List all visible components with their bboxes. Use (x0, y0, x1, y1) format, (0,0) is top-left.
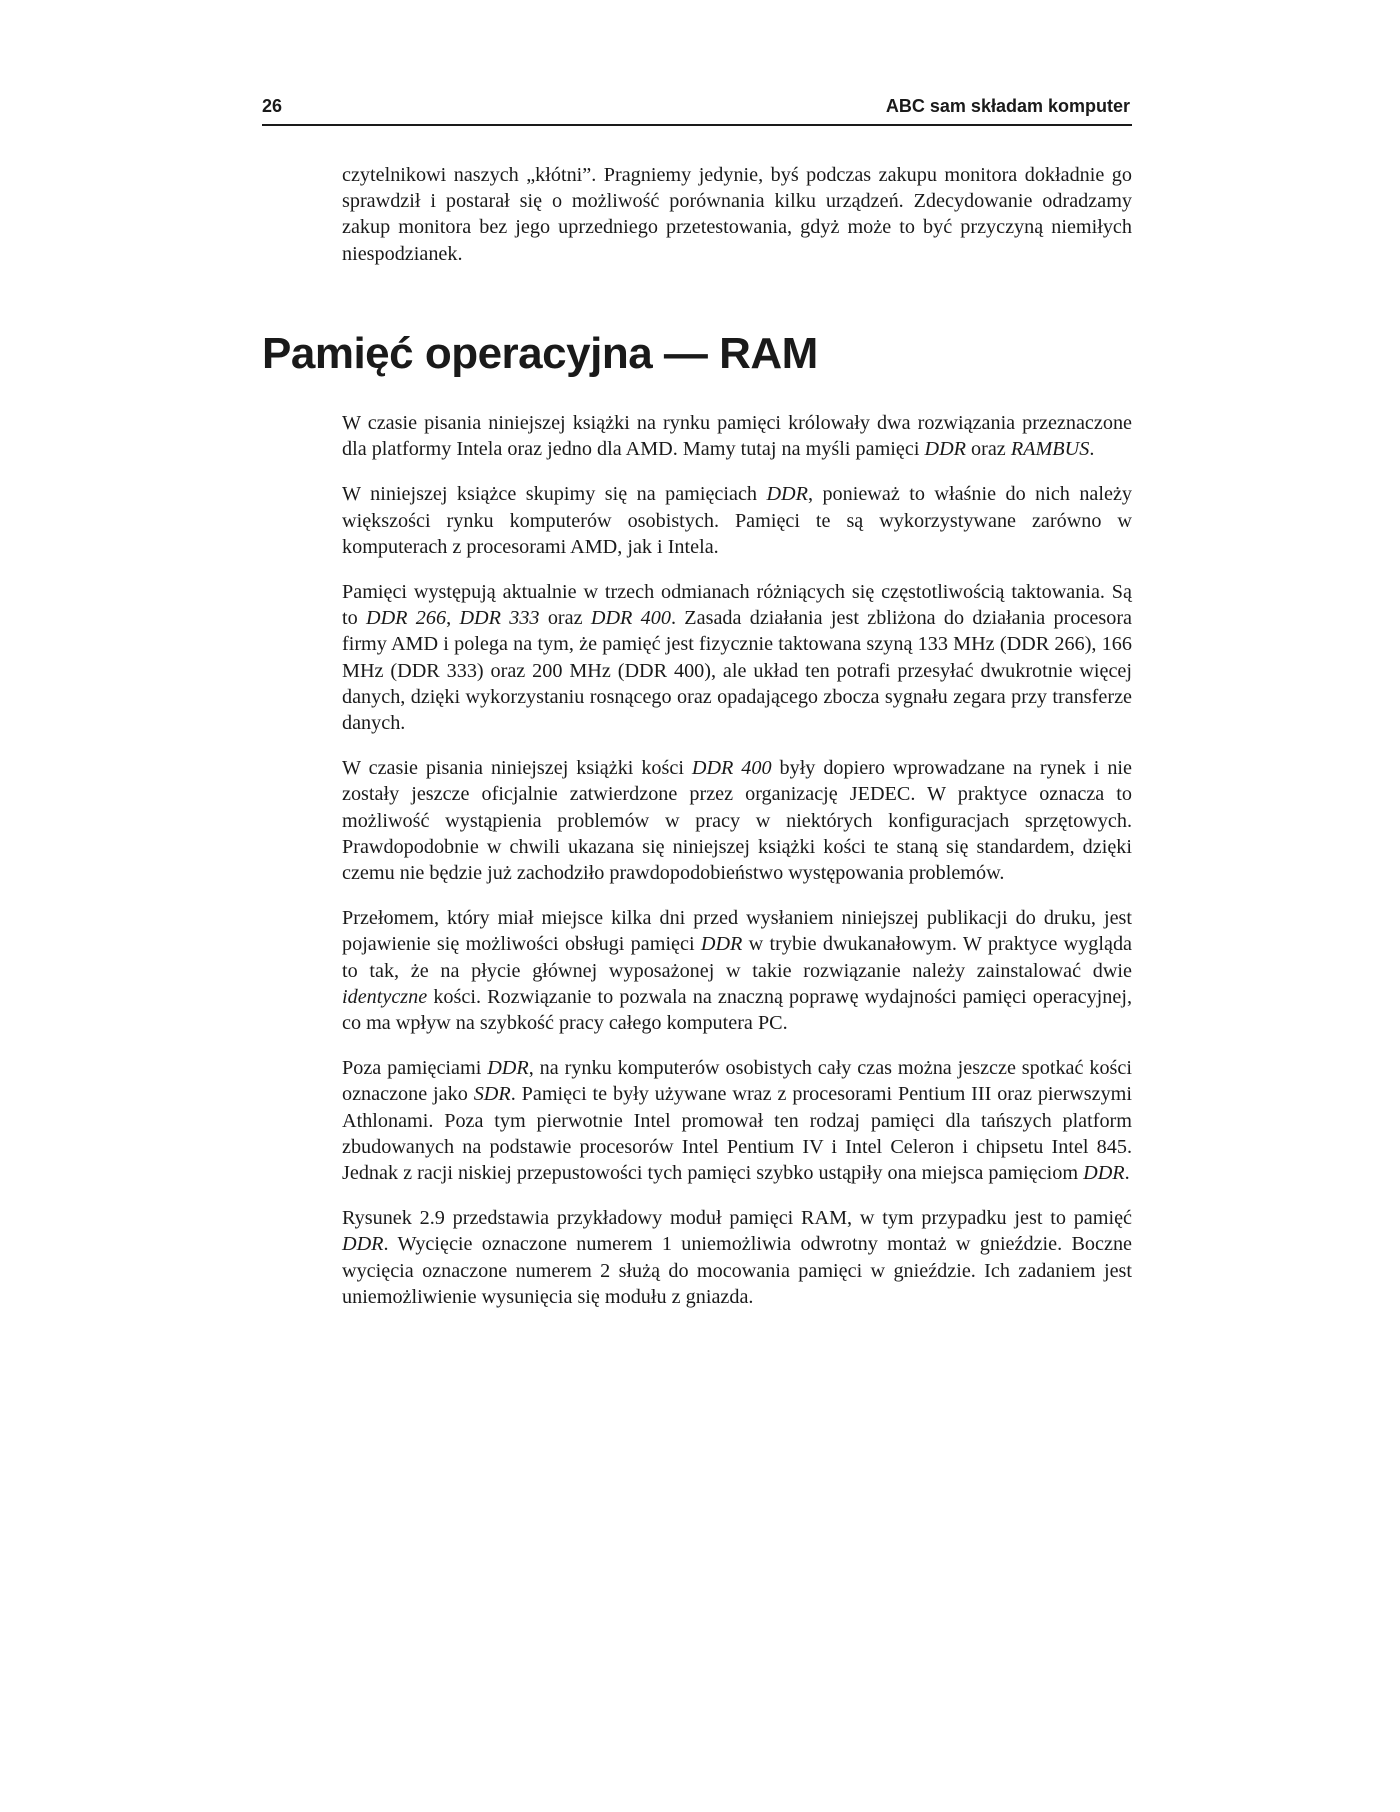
intro-text (342, 162, 1132, 267)
paragraph-6: Poza pamięciami DDR, na rynku komputerów osobistych cały czas można jeszcze spotkać kości oznaczone jako SDR. Pamięci te były używane wraz z procesorami Pentium III oraz pierwszymi Athlonami. Poza tym pierwotnie Intel promował ten rodzaj pamięci dla tańszych platform zbudowanych na podstawie procesorów Intel Pentium IV i Intel Celeron i chipsetu Intel 845. Jednak z racji niskiej przepustowości tych pamięci szybko ustąpiły ona miejsca pamięciom DDR. (342, 1057, 1132, 1185)
paragraph-2: W niniejszej książce skupimy się na pamięciach DDR, ponieważ to właśnie do nich należy większości rynku komputerów osobistych. Pamięci te są wykorzystywane zarówno w komputerach z procesorami AMD, jak i Intela. (342, 483, 1132, 558)
term-rambus: RAMBUS (1010, 438, 1090, 461)
term-identyczne: identyczne (342, 985, 428, 1008)
paragraph-1: W czasie pisania niniejszej książki na rynku pamięci królowały dwa rozwiązania przeznaczone dla platformy Intela oraz jedno dla AMD. Mamy tutaj na myśli pamięci DDR oraz RAMBUS. (342, 412, 1132, 461)
term-ddr: DDR (487, 1057, 529, 1080)
running-header (262, 96, 1132, 126)
term-ddr: DDR (700, 933, 743, 956)
book-title: ABC sam składam komputer (885, 96, 1130, 116)
paragraph-3: Pamięci występują aktualnie w trzech odmianach różniących się częstotliwością taktowania. Są to DDR 266, DDR 333 oraz DDR 400. Zasada działania jest zbliżona do działania procesora firmy AMD i polega na tym, że pamięć jest fizycznie taktowana szyną 133 MHz (DDR 266), 166 MHz (DDR 333) oraz 200 MHz (DDR 400), ale układ ten potrafi przesyłać dwukrotnie więcej danych, dzięki wykorzystaniu rosnącego oraz opadającego zbocza sygnału zegara przy transferze danych. (342, 581, 1133, 735)
section-body (342, 410, 1132, 1329)
term-ddr: DDR (1083, 1162, 1125, 1185)
term-ddr: DDR (766, 483, 808, 506)
term-ddr-400: DDR 400 (691, 757, 772, 780)
term-ddr-333: DDR 333 (459, 607, 540, 630)
paragraph-4: W czasie pisania niniejszej książki kości DDR 400 były dopiero wprowadzane na rynek i nie zostały jeszcze oficjalnie zatwierdzone przez organizację JEDEC. W praktyce oznacza to możliwość wystąpienia problemów w pracy w niektórych konfiguracjach sprzętowych. Prawdopodobnie w chwili ukazana się niniejszej książki kości te staną się standardem, dzięki czemu nie będzie już zachodziło prawdopodobieństwo występowania problemów. (342, 757, 1132, 885)
term-ddr-400: DDR 400 (590, 607, 671, 630)
term-ddr-266: DDR 266 (366, 607, 447, 630)
paragraph-5: Przełomem, który miał miejsce kilka dni przed wysłaniem niniejszej publikacji do druku, jest pojawienie się możliwości obsługi pamięci DDR w trybie dwukanałowym. W praktyce wygląda to tak, że na płycie głównej wyposażonej w takie rozwiązanie należy zainstalować dwie identyczne kości. Rozwiązanie to pozwala na znaczną poprawę wydajności pamięci operacyjnej, co ma wpływ na szybkość pracy całego komputera PC. (342, 907, 1133, 1035)
intro-paragraph: czytelnikowi naszych „kłótni”. Pragniemy jedynie, byś podczas zakupu monitora dokładnie go sprawdził i postarał się o możliwość porównania kilku urządzeń. Zdecydowanie odradzamy zakup monitora bez jego uprzedniego przetestowania, gdyż może to być przyczyną niemiłych niespodzianek. (342, 164, 1132, 265)
term-sdr: SDR (473, 1083, 511, 1106)
term-ddr: DDR (924, 438, 966, 461)
term-ddr: DDR (342, 1233, 384, 1256)
page-number: 26 (262, 96, 283, 116)
paragraph-7: Rysunek 2.9 przedstawia przykładowy moduł pamięci RAM, w tym przypadku jest to pamięć DDR. Wycięcie oznaczone numerem 1 uniemożliwia odwrotny montaż w gnieździe. Boczne wycięcia oznaczone numerem 2 służą do mocowania pamięci w gnieździe. Ich zadaniem jest uniemożliwienie wysunięcia się modułu z gniazda. (342, 1207, 1132, 1308)
section-title: Pamięć operacyjna — RAM (262, 329, 818, 378)
